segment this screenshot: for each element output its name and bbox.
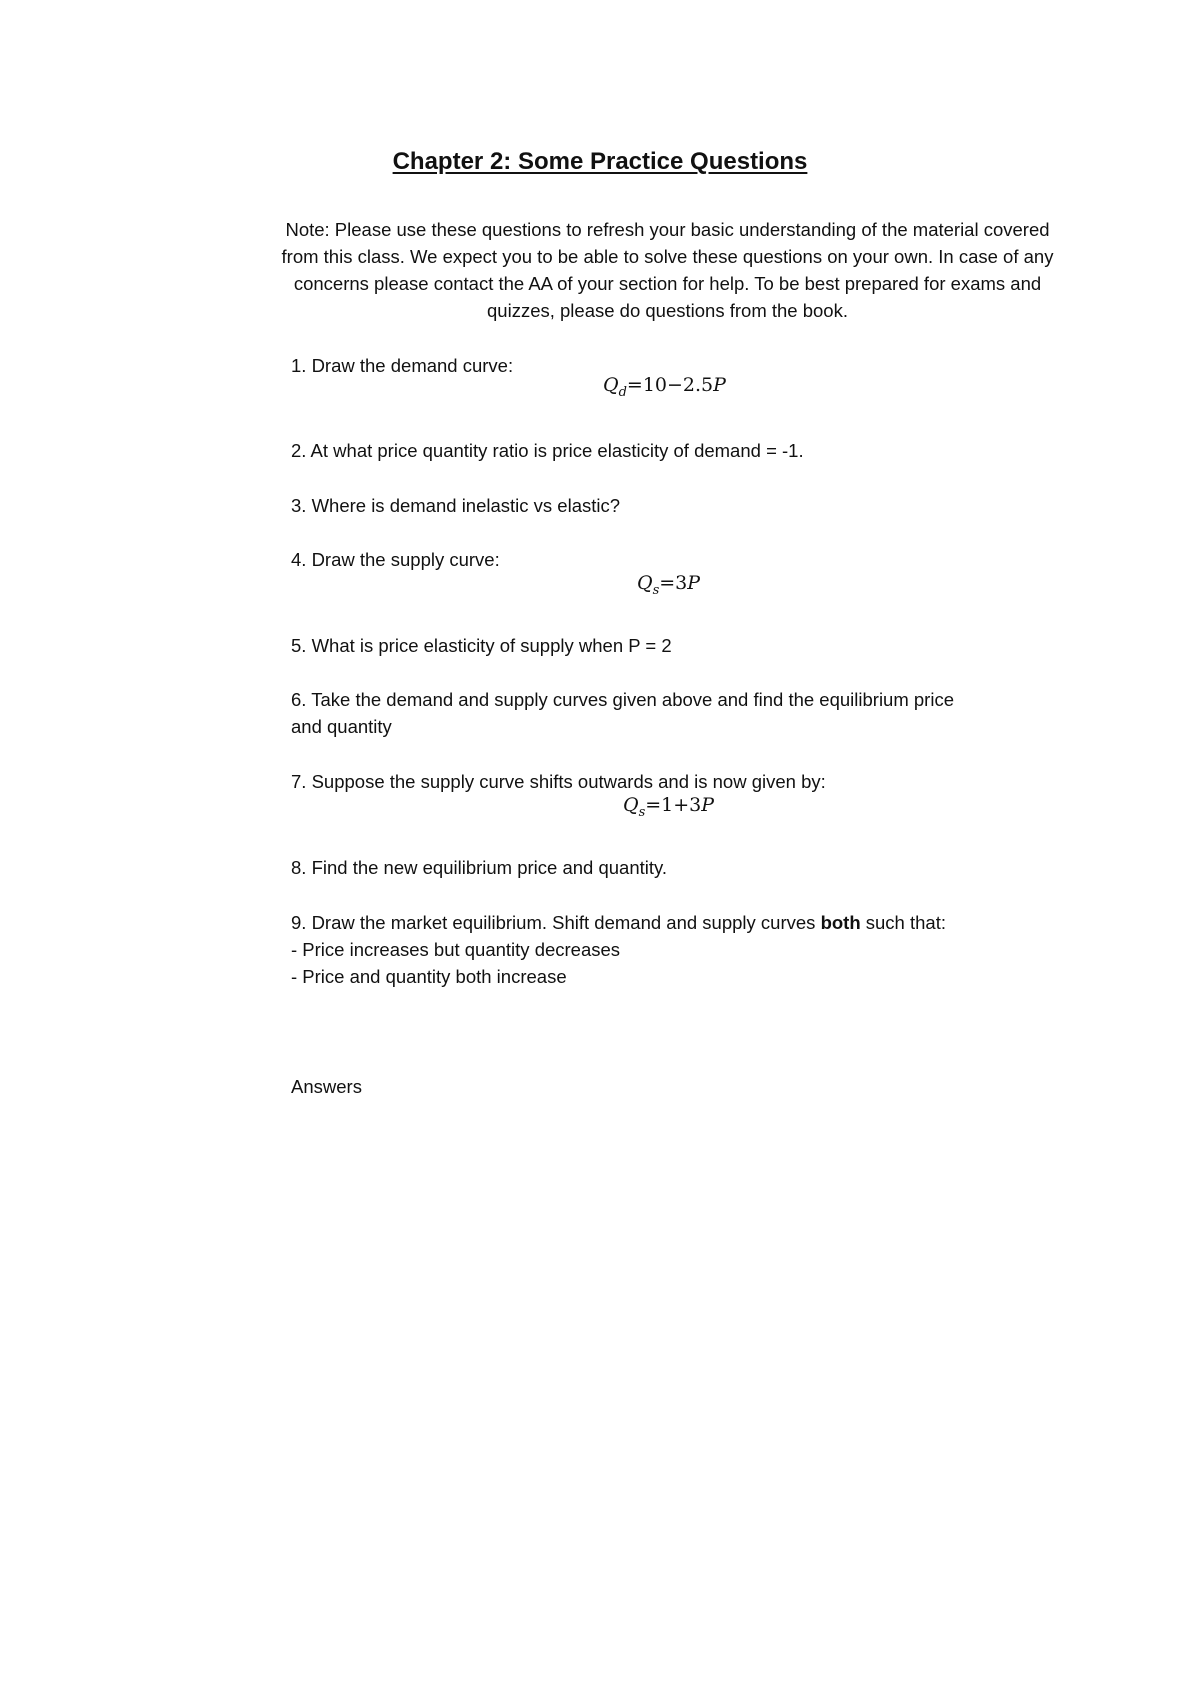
question-1: 1. Draw the demand curve:	[291, 355, 514, 376]
question-6-line-1: 6. Take the demand and supply curves given above and find the equilibrium price	[291, 689, 954, 710]
equation-quantity-symbol: Q	[623, 794, 639, 816]
equation-subscript: d	[618, 385, 627, 400]
supply-equation	[637, 570, 700, 604]
equation-price-variable: P	[713, 374, 726, 396]
question-8: 8. Find the new equilibrium price and quantity.	[291, 857, 668, 878]
question-9-text-end: such that:	[860, 912, 946, 933]
question-3: 3. Where is demand inelastic vs elastic?	[291, 495, 621, 516]
question-4: 4. Draw the supply curve:	[291, 549, 500, 570]
answers-heading: Answers	[291, 1076, 362, 1097]
equation-quantity-symbol: Q	[603, 374, 619, 396]
equation-price-variable: P	[701, 794, 715, 816]
equation-price-variable: P	[687, 572, 701, 594]
shifted-supply-equation	[623, 792, 714, 826]
question-5: 5. What is price elasticity of supply when P = 2	[291, 635, 672, 656]
question-7: 7. Suppose the supply curve shifts outwards and is now given by:	[291, 771, 826, 792]
intro-note: Note: Please use these questions to refresh your basic understanding of the material covered from this class. We expect you to be able to solve these questions on your own. In case of any concerns please contact the AA of your section for help. To be best prepared for exams and quizzes, please do questions from the book.	[281, 219, 1054, 321]
page-title: Chapter 2: Some Practice Questions	[392, 148, 808, 175]
question-9-bullet-2: - Price and quantity both increase	[291, 966, 567, 987]
equation-rhs: =3	[659, 572, 688, 594]
equation-rhs: =1+3	[645, 794, 702, 816]
question-9-text-start: 9. Draw the market equilibrium. Shift demand and supply curves	[291, 912, 821, 933]
question-6-line-2: and quantity	[291, 716, 392, 737]
question-9-bullet-1: - Price increases but quantity decreases	[291, 939, 621, 960]
demand-equation	[603, 372, 726, 406]
equation-subscript: s	[652, 583, 660, 598]
question-9-emphasis: both	[820, 912, 861, 933]
question-2: 2. At what price quantity ratio is price elasticity of demand = -1.	[291, 440, 804, 461]
equation-rhs: =10−2.5	[626, 374, 714, 396]
equation-quantity-symbol: Q	[637, 572, 653, 594]
equation-subscript: s	[638, 805, 646, 820]
question-9	[291, 909, 946, 936]
